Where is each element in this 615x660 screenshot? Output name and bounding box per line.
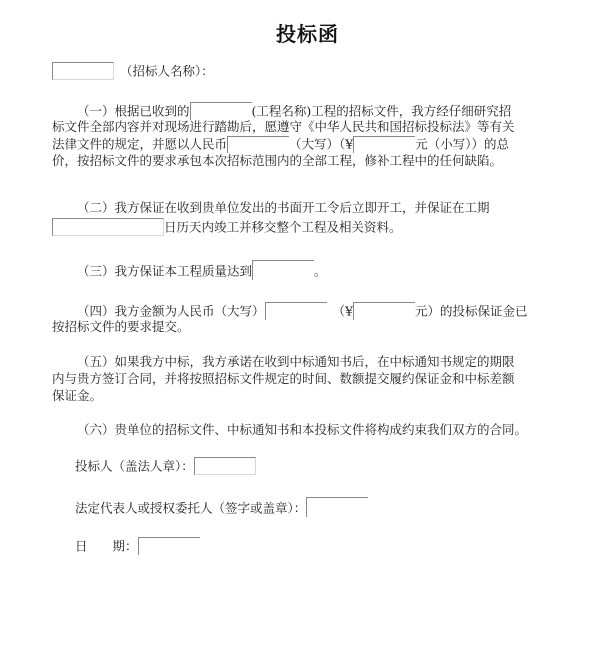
p5-line1: （五）如果我方中标，我方承诺在收到中标通知书后，在中标通知书规定的期限 [77, 354, 515, 369]
p5-line3: 保证金。 [52, 388, 103, 403]
p4-line1-start: （四）我方金额为人民币（大写） [77, 303, 265, 319]
p4-line2: 按招标文件的要求提交。 [52, 319, 190, 334]
paragraph-6 [52, 422, 552, 439]
bidder-signature-row [75, 457, 575, 474]
p1-line1-end: (工程名称)工程的招标文件，我方经仔细研究招 [251, 103, 512, 119]
bid-bond-numeric-field[interactable] [353, 302, 415, 320]
paragraph-2 [52, 200, 552, 235]
construction-period-field[interactable] [52, 218, 164, 236]
paragraph-5 [52, 354, 552, 405]
p4-line1-mid: （¥ [332, 303, 353, 319]
bidder-seal-label: 投标人（盖法人章）： [75, 458, 194, 474]
project-name-field[interactable] [190, 102, 252, 120]
representative-label: 法定代表人或授权委托人（签字或盖章）： [75, 500, 307, 516]
p6-line1: （六）贵单位的招标文件、中标通知书和本投标文件将构成约束我们双方的合同。 [77, 422, 528, 437]
date-label: 日 期： [75, 538, 138, 554]
p1-line3-end: 元（小写））的总 [415, 136, 509, 152]
p1-line4: 价，按招标文件的要求承包本次招标范围内的全部工程，修补工程中的任何缺陷。 [52, 153, 503, 168]
date-field[interactable] [138, 537, 200, 555]
paragraph-3 [52, 260, 552, 277]
p1-line3-mid: （大写）（¥ [289, 136, 354, 152]
representative-signature-row [75, 497, 575, 514]
p5-line2: 内与贵方签订合同，并将按照招标文件规定的时间、数额提交履约保证金和中标差额 [52, 371, 515, 386]
p2-line2: 日历天内竣工并移交整个工程及相关资料。 [164, 219, 402, 235]
p3-end: 。 [314, 263, 327, 279]
bid-bond-uppercase-field[interactable] [265, 302, 327, 320]
p4-line1-end: 元）的投标保证金已 [414, 303, 528, 319]
representative-signature-field[interactable] [306, 497, 368, 517]
paragraph-4 [52, 302, 552, 336]
p2-line1: （二）我方保证在收到贵单位发出的书面开工令后立即开工，并保证在工期 [77, 200, 490, 215]
total-price-numeric-field[interactable] [353, 136, 415, 153]
p1-line3-start: 法律文件的规定，并愿以人民币 [52, 136, 228, 152]
paragraph-1 [52, 102, 552, 170]
bidder-seal-field[interactable] [194, 457, 256, 475]
p3-text: （三）我方保证本工程质量达到 [77, 263, 253, 279]
total-price-uppercase-field[interactable] [227, 136, 289, 153]
quality-standard-field[interactable] [252, 260, 314, 280]
page-title: 投标函 [276, 22, 339, 46]
p1-line1-start: （一）根据已收到的 [77, 103, 190, 119]
p1-line2: 标文件全部内容并对现场进行踏勘后，愿遵守《中华人民共和国招标投标法》等有关 [52, 119, 515, 134]
date-row [75, 537, 575, 554]
recipient-suffix: （招标人名称）： [120, 63, 214, 79]
recipient-name-field[interactable] [52, 62, 114, 80]
